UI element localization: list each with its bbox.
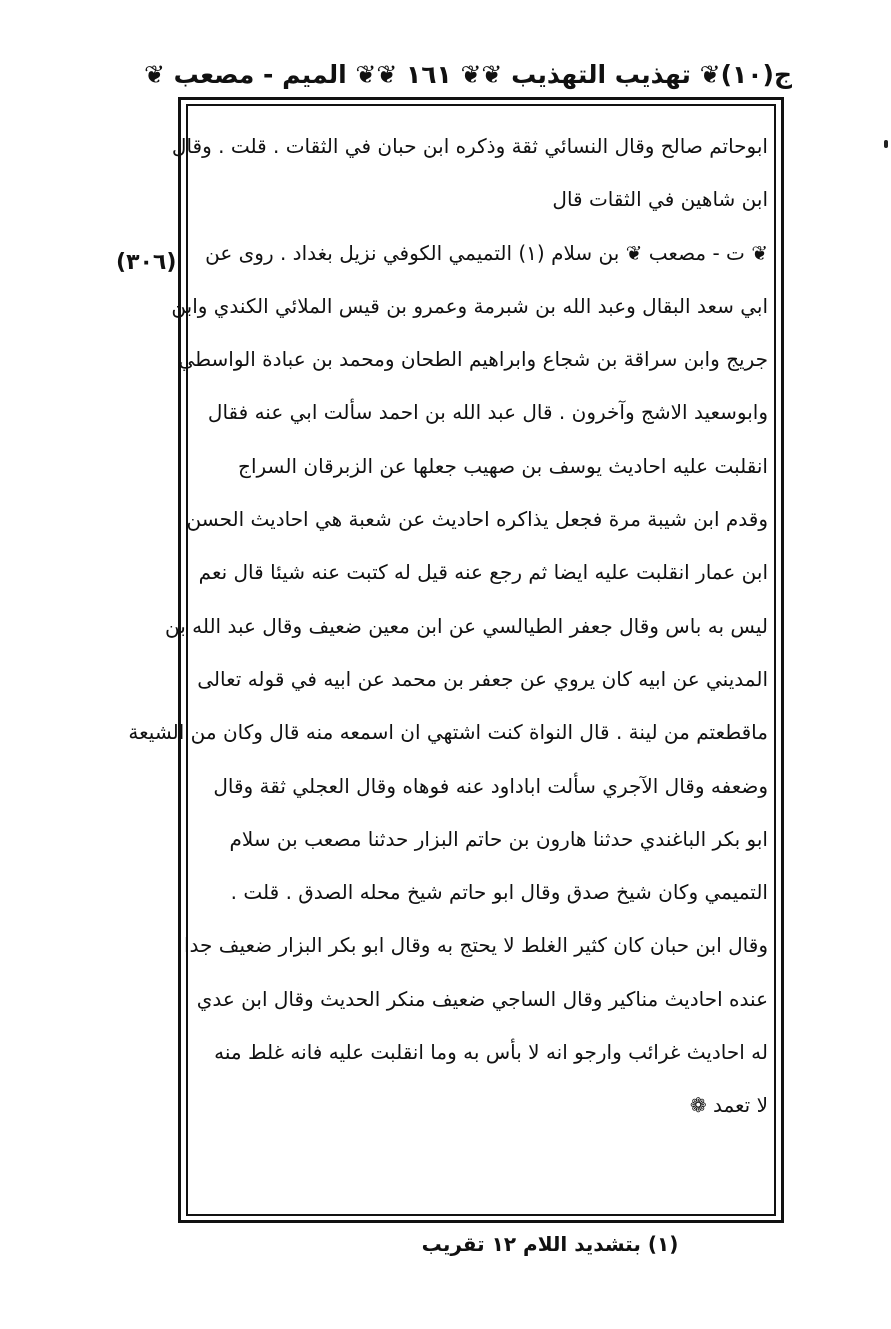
- text-line: وقدم ابن شيبة مرة فجعل يذاكره احاديث عن شعبة هي احاديث الحسن: [186, 507, 768, 532]
- footnote: (١) بتشديد اللام ١٢ تقريب: [421, 1232, 679, 1256]
- text-line: ابوحاتم صالح وقال النسائي ثقة وذكره ابن حبان في الثقات . قلت . وقال: [171, 134, 768, 158]
- text-line: له احاديث غرائب وارجو انه لا بأس به وما انقلبت عليه فانه غلط منه: [214, 1040, 768, 1065]
- entry-heading-line: ❦ ت - مصعب ❦ بن سلام (١) التميمي الكوفي نزيل بغداد . روى عن: [205, 240, 768, 265]
- volume-label: ج(١٠): [720, 59, 792, 89]
- text-line: وقال ابن حبان كان كثير الغلط لا يحتج به وقال ابو بكر البزار ضعيف جدا: [184, 933, 768, 958]
- text-line: انقلبت عليه احاديث يوسف بن صهيب جعلها عن الزبرقان السراج: [238, 453, 768, 478]
- text-line: ابو بكر الباغندي حدثنا هارون بن حاتم البزار حدثنا مصعب بن سلام: [229, 826, 768, 851]
- text-line: لا تعمد ❁: [689, 1093, 768, 1118]
- page-number: ❦ ١٦١ ❦: [376, 59, 482, 89]
- text-line: المديني عن ابيه كان يروي عن جعفر بن محمد عن ابيه في قوله تعالى: [197, 666, 768, 691]
- text-line: التميمي وكان شيخ صدق وقال ابو حاتم شيخ محله الصدق . قلت .: [230, 880, 768, 905]
- text-line: وابوسعيد الاشج وآخرون . قال عبد الله بن احمد سألت ابي عنه فقال: [207, 400, 768, 425]
- text-line: ابي سعد البقال وعبد الله بن شبرمة وعمرو بن قيس الملائي الكندي وابن: [171, 293, 768, 318]
- text-line: ابن عمار انقلبت عليه ايضا ثم رجع عنه قيل له كتبت عنه شيئا قال نعم: [198, 560, 768, 585]
- text-line: وضعفه وقال الآجري سألت اباداود عنه فوهاه وقال العجلي ثقة وقال: [213, 773, 768, 798]
- text-line: ماقطعتم من لينة . قال النواة كنت اشتهي ان اسمعه منه قال وكان من الشيعة: [128, 720, 768, 745]
- running-head: [144, 52, 792, 96]
- text-line: عنده احاديث مناكير وقال الساجي ضعيف منكر الحديث وقال ابن عدي: [196, 986, 768, 1011]
- ink-speck: [884, 140, 888, 148]
- text-line: ابن شاهين في الثقات قال: [552, 187, 768, 212]
- text-line: جريج وابن سراقة بن شجاع وابراهيم الطحان ومحمد بن عبادة الواسطي: [178, 347, 768, 372]
- text-line: ليس به باس وقال جعفر الطيالسي عن ابن معين ضعيف وقال عبد الله بن: [164, 613, 768, 638]
- section-heading: ❦ الميم - مصعب ❦: [144, 59, 377, 89]
- entry-number: (٣٠٦): [116, 250, 177, 275]
- book-title: ❦ تهذيب التهذيب ❦: [481, 59, 721, 89]
